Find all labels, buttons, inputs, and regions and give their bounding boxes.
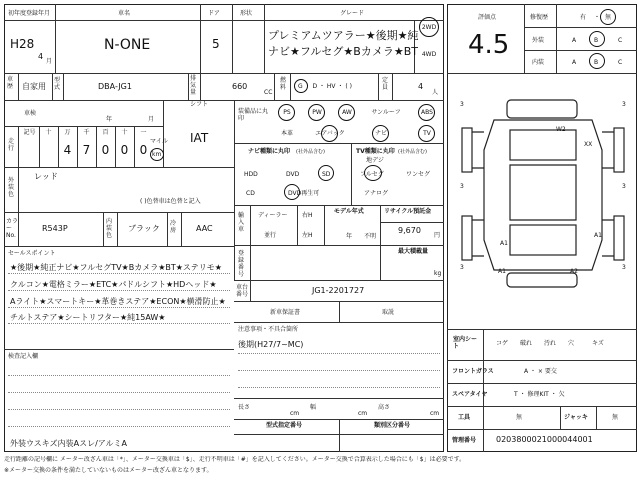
inspection-notes-text: 外装ウスキズ内装Aスレ/アルミA [10, 439, 127, 448]
model-year-unknown: 不明 [364, 233, 377, 240]
fuel-label: 燃料 [280, 77, 287, 91]
nav-item-1: DVD [286, 171, 300, 178]
km-label: km [152, 151, 162, 158]
capacity: 4 [418, 82, 424, 91]
diag-label-a1-left: A1 [500, 240, 508, 247]
exterior-grade-a: A [572, 37, 577, 44]
diag-label-4: 3 [622, 183, 626, 190]
seat-item-4: キズ [592, 340, 604, 347]
color-no: R543P [42, 224, 68, 233]
width-cm: cm [358, 410, 368, 417]
manual: 取説 [382, 309, 395, 316]
shape-label: 形状 [240, 10, 253, 17]
digit-value-2: 7 [82, 143, 91, 157]
recycle-value: 9,670 [398, 226, 421, 235]
grade-line-2: ナビ★フルセグ★Bカメラ★BT [268, 45, 418, 58]
interior-seat-label: 室内シート [453, 336, 478, 350]
mile-label: マイル [150, 138, 168, 145]
height-cm: cm [430, 410, 440, 417]
interior-label: 内装色 [106, 218, 113, 239]
car-name: N-ONE [104, 37, 151, 53]
interior-color: ブラック [128, 224, 160, 233]
equipment-circle-2 [338, 104, 355, 121]
diag-label-a1-right: A1 [594, 232, 602, 239]
diag-label-6: 3 [622, 264, 626, 271]
mgmt-value: 0203800021000044001 [496, 435, 593, 444]
interior-grade-c: C [618, 59, 623, 66]
sales-line-1: ★後期★純正ナビ★フルセグTV★Bカメラ★BT★ステリモ★ [10, 263, 222, 272]
sales-point-label: セールスポイント [8, 250, 56, 257]
fuel-options: G ・ D ・ HV ・ ( ) [298, 83, 352, 90]
digit-header-3: 千 [83, 129, 90, 136]
grade-line-1: プレミアムツアラー★後期★純 [268, 29, 419, 42]
new-warranty: 新車保証書 [270, 309, 301, 316]
inspection-year: 年 [106, 116, 113, 123]
model-code: DBA-JG1 [98, 82, 132, 91]
displacement-label: 排気量 [190, 75, 197, 96]
caution-label: 注意事項・不具合箇所 [238, 326, 299, 333]
ac-label: 冷房 [170, 220, 177, 234]
tv-type-label: TV種類に丸印 [356, 148, 395, 155]
model-year-value: 年 [346, 233, 353, 240]
sales-line-2: クルコン★電格ミラー★ETC★パドルシフト★HDヘッド★ [10, 280, 217, 289]
max-load-label: 最大積載量 [398, 248, 429, 255]
tv-item-2: ワンセグ [406, 171, 431, 178]
nav-item-2: SD [322, 171, 331, 178]
footnote-line-2: ※メーター交換の条件を満たしていないものはメーター改ざん車となります。 [4, 467, 213, 474]
equipment-label: 装備品に丸印 [238, 108, 269, 122]
recycle-label: リサイクル預託金 [384, 208, 432, 215]
repair-no: 無 [605, 14, 612, 21]
interior-grade-a: A [572, 59, 577, 66]
score-label: 評価点 [478, 14, 497, 21]
seat-item-3: 穴 [568, 340, 575, 347]
tv-item-1: フルセグ [360, 171, 384, 178]
grade-label: グレード [340, 10, 365, 17]
model-year-label: モデル年式 [334, 208, 364, 215]
shift-label: シフト [190, 101, 209, 108]
digit-divider [39, 126, 40, 167]
chassis-no: JG1-2201727 [312, 286, 365, 295]
import-label: 輸入車 [238, 212, 245, 233]
digit-header-4: 百 [102, 129, 109, 136]
diag-label-xx: XX [584, 141, 593, 148]
drive-4wd: 4WD [421, 51, 437, 58]
nav-item-0: HDD [244, 171, 258, 178]
repair-yes: 有 [580, 14, 587, 21]
height-label: 高さ [378, 404, 391, 411]
front-glass-options: A ・ × 要交 [524, 368, 557, 375]
recycle-yen: 円 [434, 232, 441, 239]
digit-header-5: 十 [121, 129, 128, 136]
color-no-label: カラーNo. [6, 218, 19, 239]
jack-label: ジャッキ [564, 414, 588, 421]
drive-2wd: 2WD [421, 24, 437, 31]
digit-value-1: 4 [63, 143, 72, 157]
import-dealer: ディーラー [258, 212, 288, 219]
cc-unit: CC [264, 89, 273, 96]
tv-type-note: (社外品含む) [398, 149, 427, 155]
front-glass-label: フロントガラス [452, 368, 494, 375]
inspection-month: 月 [148, 116, 155, 123]
exterior-grade-label: 外装 [532, 37, 545, 44]
diag-label-5: 3 [460, 264, 464, 271]
nav-item-4: DVD再生可 [288, 190, 320, 197]
digit-value-5: 0 [139, 143, 148, 157]
exterior-color: レッド [34, 172, 58, 181]
import-left: 左H [302, 232, 313, 239]
equipment-item-4: ABS [421, 109, 433, 116]
diag-label-1: 3 [460, 101, 464, 108]
nav-circle-dvd [284, 184, 300, 200]
tools-label: 工具 [458, 414, 471, 421]
tv-item-3: アナログ [364, 190, 389, 197]
exterior-grade-b: B [594, 37, 599, 44]
diag-label-3: 3 [460, 183, 464, 190]
length-label: 長さ [238, 404, 251, 411]
digit-header-0: 記号 [23, 129, 36, 136]
nav-item-3: CD [246, 190, 255, 197]
import-right: 右H [302, 212, 313, 219]
first-reg-label: 初年度登録年月 [8, 10, 51, 17]
capacity-unit: 人 [432, 89, 439, 96]
mgmt-label: 管理番号 [452, 437, 477, 444]
inspection-notes-label: 検査記入欄 [8, 353, 39, 360]
tv-item-0: 地デジ [366, 157, 384, 164]
equipment-item2-1: エアバック [315, 130, 345, 137]
first-reg-month-unit: 月 [46, 58, 53, 65]
equipment-item2-3: TV [423, 130, 431, 137]
max-load-kg: kg [434, 270, 442, 277]
equipment-circle2-3 [418, 125, 435, 142]
digit-value-4: 0 [120, 143, 129, 157]
mileage-label: 走行 [8, 138, 15, 152]
diag-label-w2: W2 [556, 126, 566, 133]
first-reg-month: 4 [38, 52, 44, 61]
door-count: 5 [212, 37, 220, 51]
digit-value-3: 0 [101, 143, 110, 157]
sales-line-3: Aライト★スマートキー★革巻きステア★ECON★横滑防止★ [10, 297, 226, 306]
tv-circle [364, 165, 382, 181]
capacity-label: 定員 [382, 77, 389, 91]
repair-label: 修復歴 [530, 14, 549, 21]
repair-sep: ・ [594, 14, 601, 21]
seat-item-0: コゲ [496, 340, 509, 347]
equipment-circle-1 [308, 104, 325, 121]
car-name-label: 車名 [118, 10, 131, 17]
digit-header-2: 万 [64, 129, 71, 136]
model-designation-label: 型式指定番号 [266, 422, 303, 429]
seat-item-2: 汚れ [544, 340, 557, 347]
caution-text: 後期(H27/7~MC) [238, 340, 304, 349]
exterior-label: 外装色 [8, 177, 15, 198]
equipment-circle2-1 [321, 125, 338, 142]
nav-type-note: (社外品含む) [296, 149, 325, 155]
inspection-label: 車検 [24, 110, 37, 117]
equipment-circle-0 [278, 104, 295, 121]
equipment-item-2: AW [342, 109, 352, 116]
equipment-item-0: PS [283, 109, 291, 116]
spare-tire-label: スペアタイヤ [452, 391, 488, 398]
car-damage-diagram [452, 90, 634, 290]
length-cm: cm [290, 410, 300, 417]
left-form-frame [4, 4, 444, 452]
door-label: ドア [208, 10, 220, 17]
digit-header-1: 十 [45, 129, 52, 136]
sales-line-4: チルトステア★シートリフター★純15AW★ [10, 313, 166, 322]
equipment-item-3: サンルーフ [371, 109, 401, 116]
equipment-item2-2: ナビ [374, 130, 387, 137]
ac: AAC [196, 224, 213, 233]
shift: IAT [190, 131, 209, 145]
nav-type-label: ナビ種類に丸印 [248, 148, 291, 155]
first-reg-era: H28 [10, 37, 35, 51]
diag-label-a1-bottom: A1 [498, 268, 506, 275]
model-label: 型式 [54, 77, 61, 91]
displacement: 660 [232, 82, 248, 91]
chassis-label: 車台番号 [236, 284, 249, 298]
exterior-grade-c: C [618, 37, 623, 44]
equipment-circle-4 [418, 104, 435, 121]
category-no-label: 類別区分番号 [374, 422, 411, 429]
import-parallel: 並行 [264, 232, 277, 239]
jack-value: 無 [612, 414, 619, 421]
interior-grade-b: B [594, 59, 599, 66]
interior-grade-label: 内装 [532, 59, 545, 66]
exterior-color-note: ( )色替車は色替と記入 [140, 198, 201, 205]
car-class: 自家用 [22, 82, 46, 91]
digit-header-6: 一 [140, 129, 147, 136]
reg-no-label: 登録番号 [238, 250, 245, 278]
footnote-line-1: 走行距離の記号欄に メーター改ざん車は「*」、メーター交換車は「$」、走行不明車は「#」を記入してください。メーター交換で合算表示した場合にも「$」は必要です。 [4, 456, 466, 463]
equipment-circle2-2 [372, 125, 389, 142]
equipment-item2-0: 本革 [280, 130, 293, 137]
seat-item-1: 破れ [520, 340, 533, 347]
spare-tire-options: T ・ 修理KIT ・ 欠 [514, 391, 565, 398]
diag-label-2: 3 [622, 101, 626, 108]
diag-label-a2: A2 [570, 268, 578, 275]
tools-value: 無 [516, 414, 523, 421]
equipment-item-1: PW [312, 109, 322, 116]
car-class-label: 車歴 [7, 76, 14, 90]
width-label: 幅 [310, 404, 317, 411]
score: 4.5 [468, 30, 510, 60]
nav-circle-sd [318, 165, 334, 181]
